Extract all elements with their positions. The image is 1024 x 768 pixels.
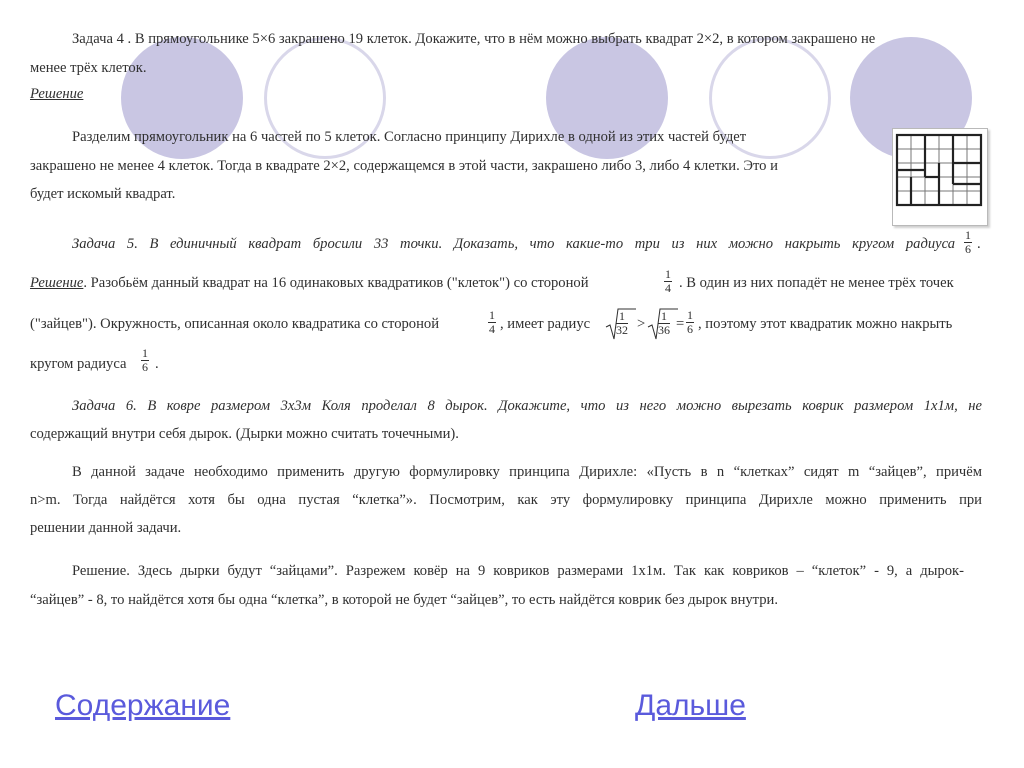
fraction-numerator: 1 bbox=[665, 267, 671, 281]
sqrt-fraction-2 bbox=[658, 310, 670, 337]
problem6-heading: Задача 6. В ковре размером 3х3м Коля проделал 8 дырок. Докажите, что из него можно вырезать коврик размером 1х1м, не bbox=[72, 398, 982, 414]
fraction-denominator: 4 bbox=[489, 322, 495, 336]
fraction-numerator: 1 bbox=[965, 228, 971, 242]
problem5-solution-text-a: . Разобьём данный квадрат на 16 одинаковых квадратиков ("клеток") со стороной bbox=[83, 275, 589, 291]
period: . bbox=[155, 356, 159, 372]
fraction-denominator: 36 bbox=[658, 323, 670, 337]
fraction-radius bbox=[964, 229, 972, 256]
fraction-numerator: 1 bbox=[616, 310, 628, 324]
fraction-side-2 bbox=[488, 309, 496, 336]
problem4-solution-line3: будет искомый квадрат. bbox=[30, 186, 176, 202]
fraction-side bbox=[664, 268, 672, 295]
problem5-solution-line1 bbox=[30, 274, 589, 292]
problem5-solution-text-b: . В один из них попадёт не менее трёх точек bbox=[679, 275, 954, 291]
next-link[interactable]: Дальше bbox=[635, 689, 746, 722]
equals-sign: = bbox=[676, 316, 685, 332]
problem6-paragraph-line3: решении данной задачи. bbox=[30, 520, 182, 536]
grid-figure bbox=[892, 128, 988, 226]
fraction-numerator: 1 bbox=[489, 308, 495, 322]
problem4-solution-line2: закрашено не менее 4 клеток. Тогда в квадрате 2×2, содержащемся в этой части, закрашено либо 3, либо 4 клетки. Это и bbox=[30, 158, 778, 174]
problem6-statement-line2: содержащий внутри себя дырок. (Дырки можно считать точечными). bbox=[30, 426, 459, 442]
grid-partition-diagram bbox=[893, 129, 987, 225]
fraction-denominator: 6 bbox=[687, 322, 693, 336]
problem6-solution-line1: Решение. Здесь дырки будут “зайцами”. Разрежем ковёр на 9 ковриков размерами 1х1м. Так как ковриков – “клеток” - 9, а дырок- bbox=[72, 563, 964, 579]
problem6-paragraph-line2: n>m. Тогда найдётся хотя бы одна пустая “клетка”». Посмотрим, как эту формулировку принципа Дирихле можно применить при bbox=[30, 492, 982, 508]
problem5-solution-line2c: , поэтому этот квадратик можно накрыть bbox=[698, 316, 953, 332]
problem5-solution-line2b: , имеет радиус bbox=[500, 316, 591, 332]
problem6-paragraph-line1: В данной задаче необходимо применить другую формулировку принципа Дирихле: «Пусть в n “клетках” сидят m “зайцев”, причём bbox=[72, 464, 982, 480]
problem5-solution-line3: кругом радиуса bbox=[30, 356, 127, 372]
problem6-statement-line1 bbox=[72, 397, 982, 415]
period: . bbox=[977, 236, 981, 252]
fraction-numerator: 1 bbox=[687, 308, 693, 322]
problem5-solution-line2a: ("зайцев"). Окружность, описанная около квадратика со стороной bbox=[30, 316, 440, 332]
problem4-solution-line1: Разделим прямоугольник на 6 частей по 5 клеток. Согласно принципу Дирихле в одной из этих частей будет bbox=[72, 129, 747, 145]
problem6-solution-line2: “зайцев” - 8, то найдётся хотя бы одна “клетка”, в которой не будет “зайцев”, то есть найдётся коврик без дырок внутри. bbox=[30, 592, 778, 608]
problem4-statement-line1: Задача 4 . В прямоугольнике 5×6 закрашено 19 клеток. Докажите, что в нём можно выбрать квадрат 2×2, в котором закрашено не bbox=[72, 31, 876, 47]
problem4-statement-line2: менее трёх клеток. bbox=[30, 60, 147, 76]
greater-than-sign: > bbox=[637, 316, 646, 332]
fraction-denominator: 6 bbox=[142, 360, 148, 374]
fraction-numerator: 1 bbox=[658, 310, 670, 324]
fraction-denominator: 4 bbox=[665, 281, 671, 295]
fraction-denominator: 32 bbox=[616, 323, 628, 337]
problem5-solution-label: Решение bbox=[30, 275, 84, 291]
contents-link[interactable]: Содержание bbox=[55, 689, 231, 722]
problem4-solution-label: Решение bbox=[30, 86, 84, 102]
fraction-radius-2 bbox=[141, 347, 149, 374]
sqrt-fraction-1 bbox=[616, 310, 628, 337]
fraction-denominator: 6 bbox=[965, 242, 971, 256]
fraction-result bbox=[686, 309, 694, 336]
fraction-numerator: 1 bbox=[142, 346, 148, 360]
problem5-statement-line1: Задача 5. В единичный квадрат бросили 33 точки. Доказать, что какие-то три из них можно накрыть кругом радиуса bbox=[72, 236, 955, 252]
